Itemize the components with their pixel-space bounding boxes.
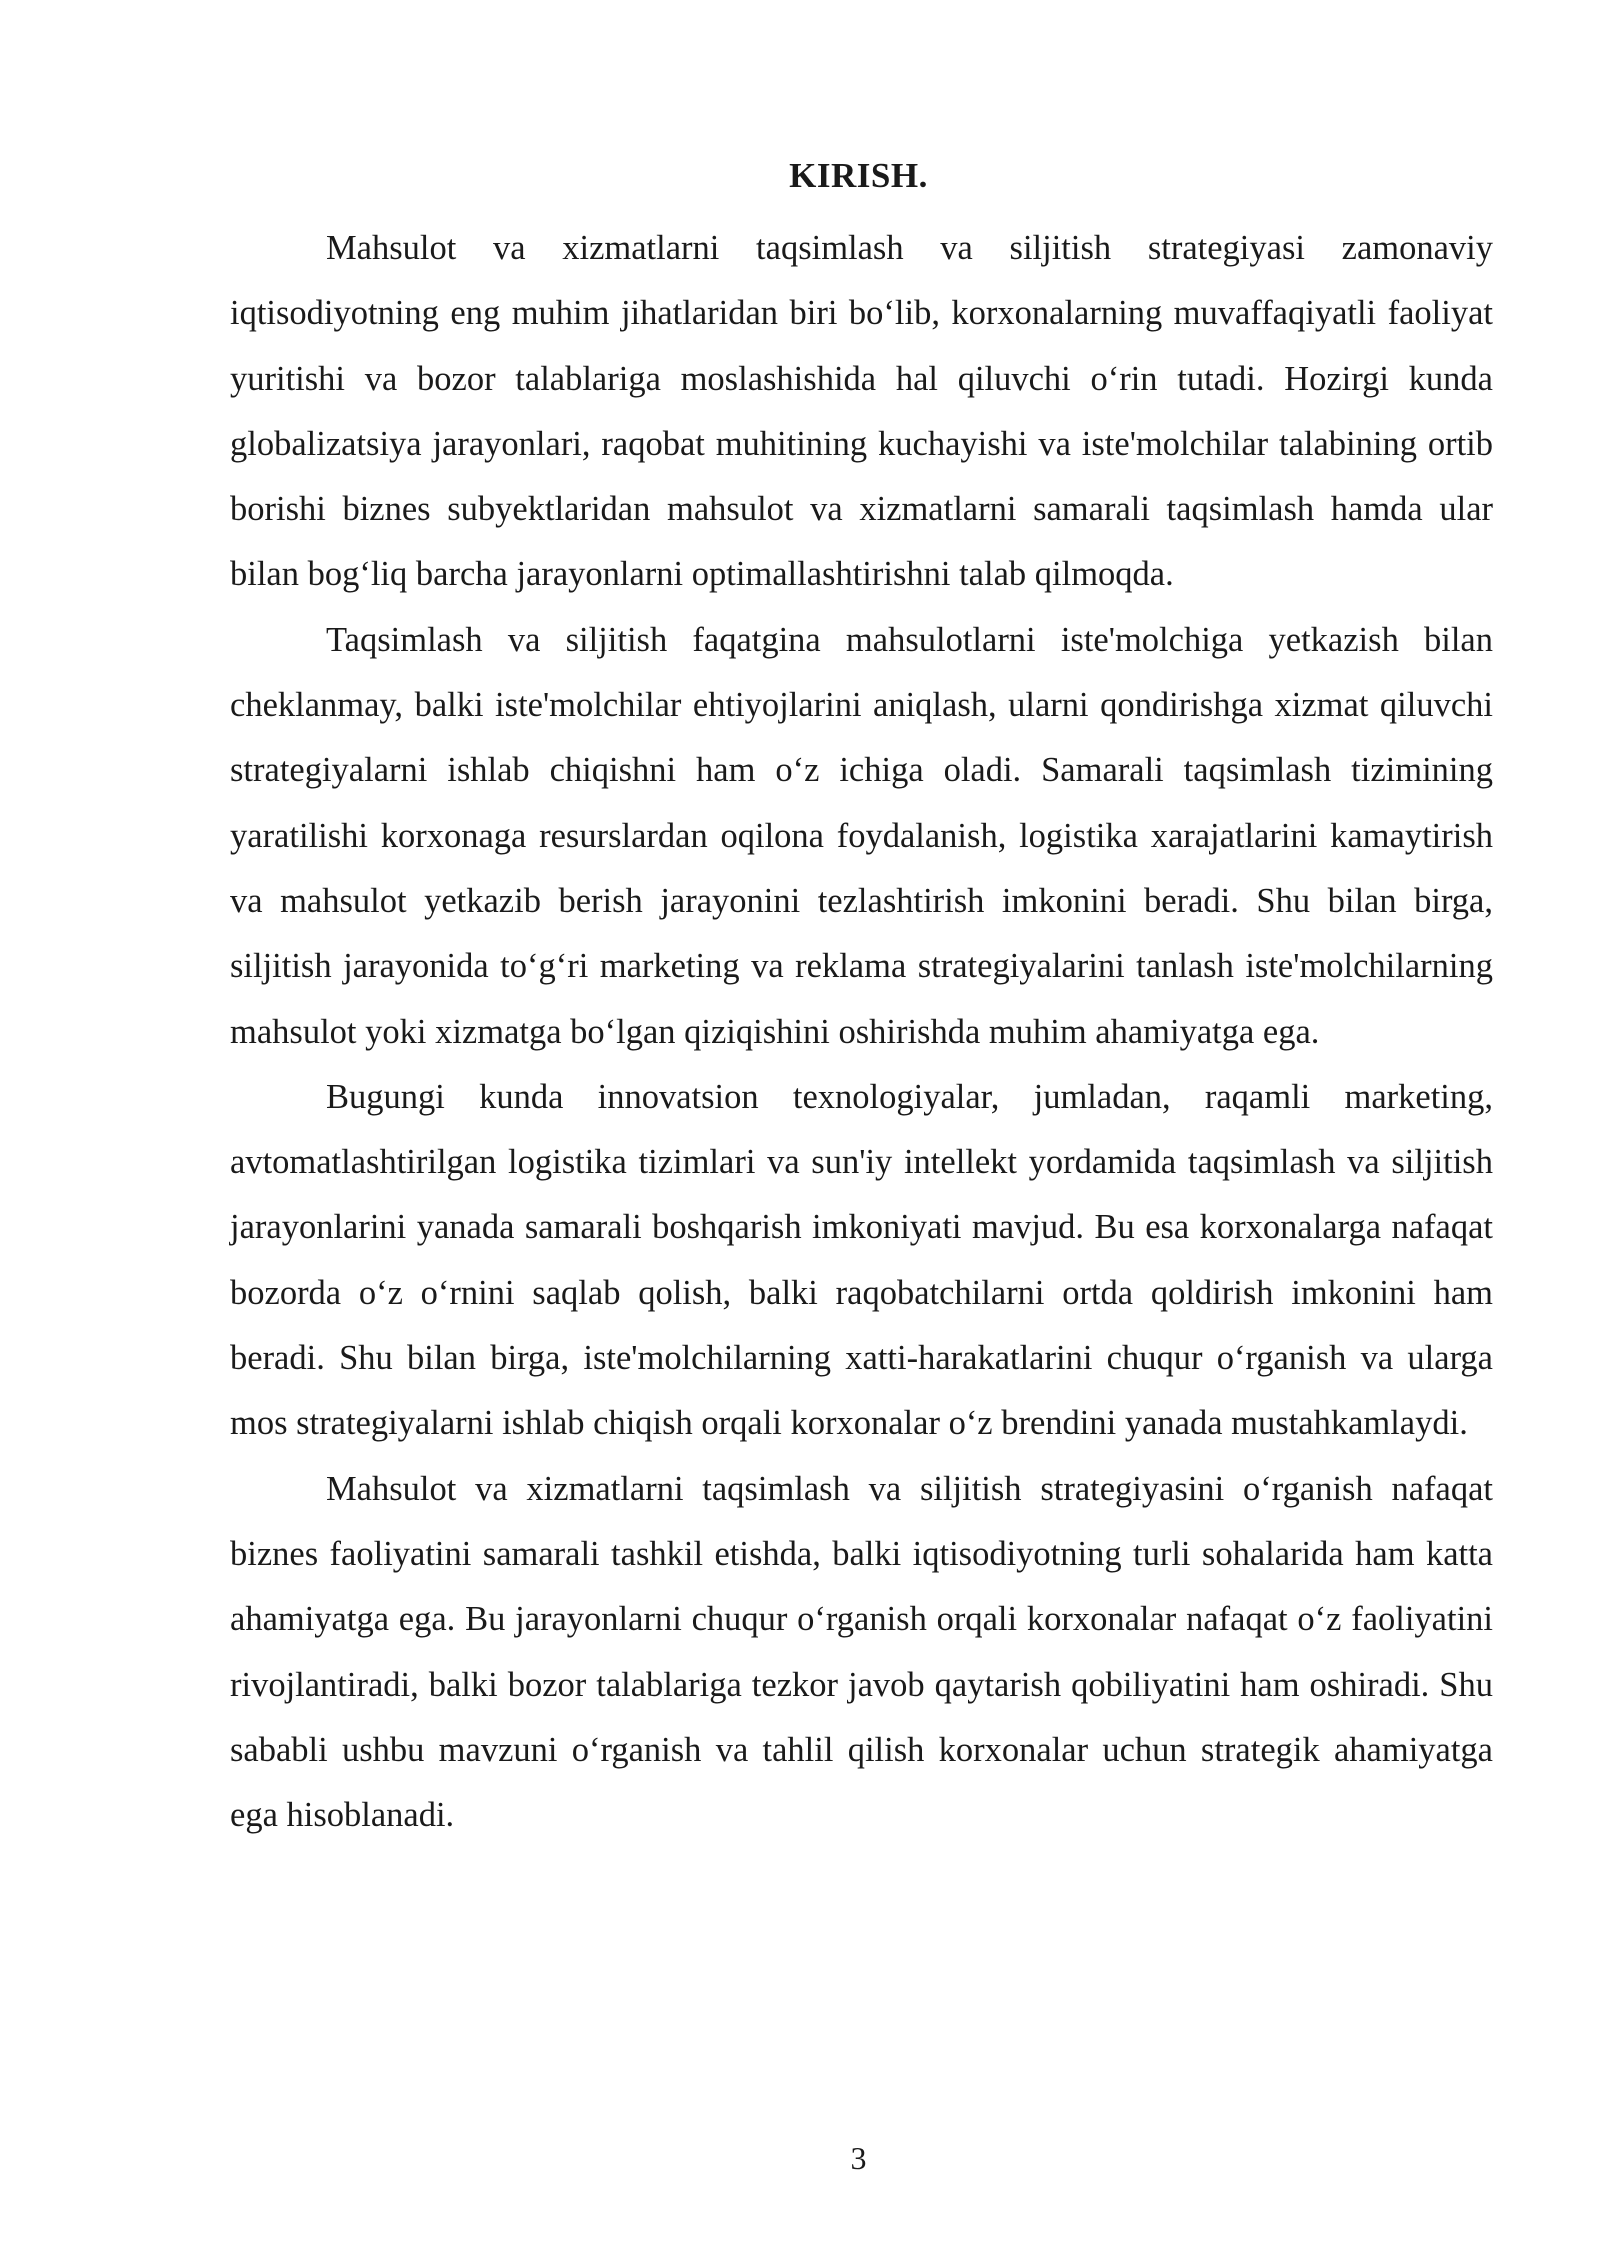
section-heading: KIRISH. — [789, 156, 928, 195]
paragraph-4: Mahsulot va xizmatlarni taqsimlash va siljitish strategiyasini o‘rganish nafaqat biznes faoliyatini samarali tashkil etishda, balki iqtisodiyotning turli sohalarida ham katta ahamiyatga ega. Bu jarayonlarni chuqur o‘rganish orqali korxonalar nafaqat o‘z faoliyatini rivojlantiradi, balki bozor talablariga tezkor javob qaytarish qobiliyatini ham oshiradi. Shu sababli ushbu mavzuni o‘rganish va tahlil qilish korxonalar uchun strategik ahamiyatga ega hisoblanadi. — [230, 1469, 1493, 1835]
paragraph-1: Mahsulot va xizmatlarni taqsimlash va siljitish strategiyasi zamonaviy iqtisodiyotning eng muhim jihatlaridan biri bo‘lib, korxonalarning muvaffaqiyatli faoliyat yuritishi va bozor talablariga moslashishida hal qiluvchi o‘rin tutadi. Hozirgi kunda globalizatsiya jarayonlari, raqobat muhitining kuchayishi va iste'molchilar talabining ortib borishi biznes subyektlaridan mahsulot va xizmatlarni samarali taqsimlash hamda ular bilan bog‘liq barcha jarayonlarni optimallashtirishni talab qilmoqda. — [230, 229, 1493, 594]
body-text — [230, 216, 1493, 1848]
page-number: 3 — [850, 2140, 867, 2176]
paragraph-2: Taqsimlash va siljitish faqatgina mahsulotlarni iste'molchiga yetkazish bilan cheklanmay, balki iste'molchilar ehtiyojlarini aniqlash, ularni qondirishga xizmat qiluvchi strategiyalarni ishlab chiqishni ham o‘z ichiga oladi. Samarali taqsimlash tizimining yaratilishi korxonaga resurslardan oqilona foydalanish, logistika xarajatlarini kamaytirish va mahsulot yetkazib berish jarayonini tezlashtirish imkonini beradi. Shu bilan birga, siljitish jarayonida to‘g‘ri marketing va reklama strategiyalarini tanlash iste'molchilarning mahsulot yoki xizmatga bo‘lgan qiziqishini oshirishda muhim ahamiyatga ega. — [230, 620, 1493, 1051]
paragraph-3: Bugungi kunda innovatsion texnologiyalar, jumladan, raqamli marketing, avtomatlashtirilgan logistika tizimlari va sun'iy intellekt yordamida taqsimlash va siljitish jarayonlarini yanada samarali boshqarish imkoniyati mavjud. Bu esa korxonalarga nafaqat bozorda o‘z o‘rnini saqlab qolish, balki raqobatchilarni ortda qoldirish imkonini ham beradi. Shu bilan birga, iste'molchilarning xatti-harakatlarini chuqur o‘rganish va ularga mos strategiyalarni ishlab chiqish orqali korxonalar o‘z brendini yanada mustahkamlaydi. — [230, 1077, 1493, 1443]
